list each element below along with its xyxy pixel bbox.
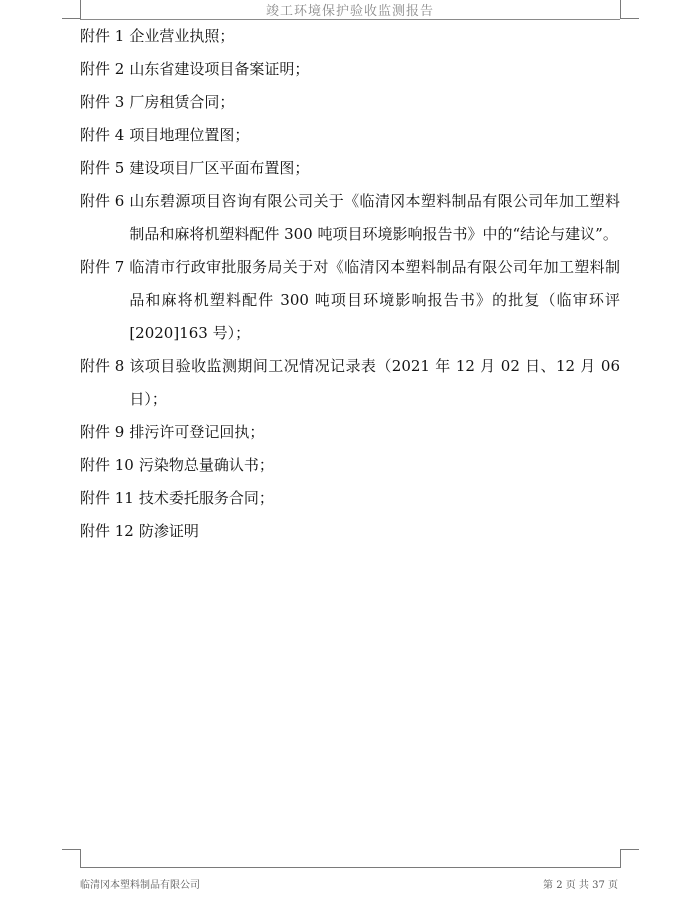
attachment-text: 山东碧源项目咨询有限公司关于《临清冈本塑料制品有限公司年加工塑料制品和麻将机塑料配件 300 吨项目环境影响报告书》中的“结论与建议”。 — [129, 192, 620, 243]
attachment-item — [80, 251, 620, 350]
attachment-text: 防渗证明 — [138, 522, 199, 540]
attachment-text: 该项目验收监测期间工况情况记录表（2021 年 12 月 02 日、12 月 06 日）； — [129, 357, 620, 408]
attachment-text: 项目地理位置图； — [129, 126, 250, 144]
attachment-item — [80, 53, 620, 86]
attachment-list — [80, 20, 620, 548]
corner-mark-top-left — [62, 0, 81, 19]
attachment-text: 厂房租赁合同； — [129, 93, 235, 111]
attachment-item — [80, 152, 620, 185]
attachment-label: 附件 9 — [80, 423, 125, 441]
corner-mark-top-right — [620, 0, 639, 19]
attachment-label: 附件 6 — [80, 192, 125, 210]
attachment-item — [80, 449, 620, 482]
attachment-label: 附件 7 — [80, 258, 125, 276]
attachment-label: 附件 10 — [80, 456, 134, 474]
corner-mark-bottom-right — [620, 849, 639, 868]
attachment-item — [80, 482, 620, 515]
attachment-label: 附件 5 — [80, 159, 125, 177]
attachment-text: 技术委托服务合同； — [138, 489, 274, 507]
attachment-item — [80, 350, 620, 416]
attachment-label: 附件 4 — [80, 126, 125, 144]
attachment-item — [80, 20, 620, 53]
attachment-text: 排污许可登记回执； — [129, 423, 265, 441]
attachment-label: 附件 3 — [80, 93, 125, 111]
attachment-label: 附件 12 — [80, 522, 134, 540]
attachment-item — [80, 515, 620, 548]
header-title: 竣工环境保护验收监测报告 — [265, 4, 434, 19]
attachment-label: 附件 1 — [80, 27, 125, 45]
attachment-text: 企业营业执照； — [129, 27, 235, 45]
corner-mark-bottom-left — [62, 849, 81, 868]
attachment-label: 附件 8 — [80, 357, 125, 375]
attachment-item — [80, 86, 620, 119]
attachment-item — [80, 185, 620, 251]
attachment-item — [80, 119, 620, 152]
attachment-label: 附件 11 — [80, 489, 134, 507]
attachment-text: 建设项目厂区平面布置图； — [129, 159, 310, 177]
footer-rule — [80, 867, 620, 868]
attachment-text: 污染物总量确认书； — [138, 456, 274, 474]
footer-company: 临清冈本塑料制品有限公司 — [80, 880, 200, 891]
footer-page-number: 第 2 页 共 37 页 — [543, 880, 618, 891]
attachment-text: 临清市行政审批服务局关于对《临清冈本塑料制品有限公司年加工塑料制品和麻将机塑料配件 300 吨项目环境影响报告书》的批复（临审环评[2020]163 号）； — [129, 258, 620, 342]
attachment-text: 山东省建设项目备案证明； — [129, 60, 310, 78]
attachment-item — [80, 416, 620, 449]
attachment-label: 附件 2 — [80, 60, 125, 78]
